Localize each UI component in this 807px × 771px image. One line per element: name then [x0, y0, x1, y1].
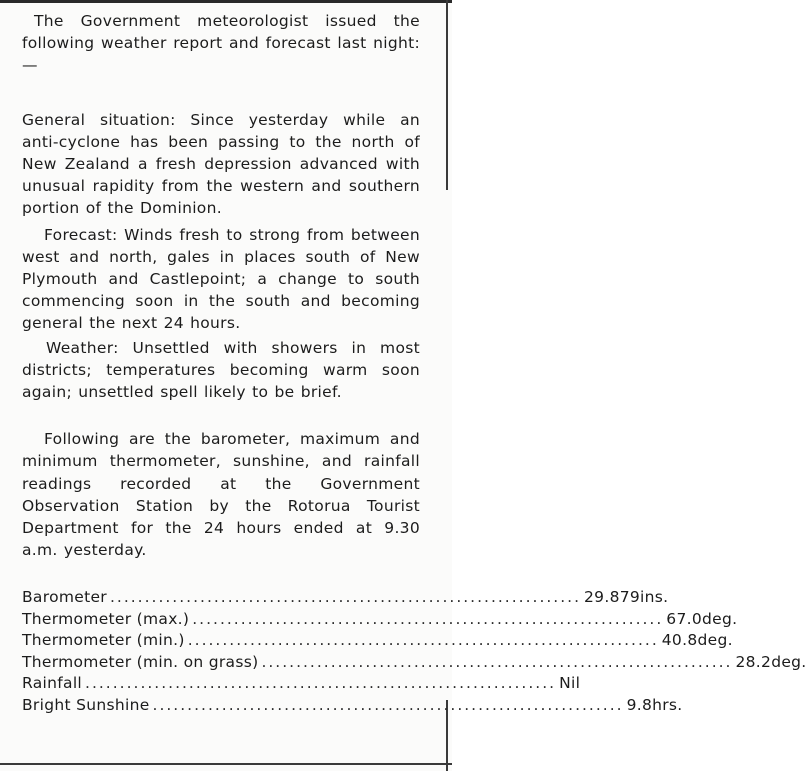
leader-dots: ....................................................................	[85, 674, 557, 693]
reading-value: 28.2deg.	[735, 652, 807, 671]
reading-row	[22, 630, 733, 652]
column-rule-upper	[446, 0, 448, 190]
reading-value: Nil	[559, 674, 581, 693]
reading-label: Thermometer (min.)	[22, 631, 185, 650]
reading-row	[22, 609, 738, 631]
leader-dots: ....................................................................	[187, 631, 659, 650]
reading-value: 9.8hrs.	[626, 695, 683, 714]
reading-label: Barometer	[22, 588, 107, 607]
readings-intro-paragraph: Following are the barometer, maximum and minimum thermometer, sunshine, and rainfall readings recorded at the Government Observation Station by the Rotorua Tourist Department for the 24 hours ended at 9.30 a.m. yesterday.	[22, 430, 420, 560]
reading-label: Rainfall	[22, 674, 83, 693]
reading-value: 29.879ins.	[584, 588, 669, 607]
reading-row	[22, 673, 581, 695]
top-rule	[0, 0, 452, 3]
weather-paragraph: Weather: Unsettled with showers in most districts; temperatures becoming warm soon again; unsettled spell likely to be brief.	[22, 338, 420, 402]
leader-dots: ....................................................................	[109, 588, 582, 607]
bottom-rule	[0, 763, 452, 765]
article-column	[22, 10, 807, 716]
reading-row	[22, 652, 807, 674]
reading-label: Bright Sunshine	[22, 695, 150, 714]
reading-label: Thermometer (max.)	[22, 609, 190, 628]
intro-paragraph: The Government meteorologist issued the following weather report and forecast last night:—	[22, 12, 420, 75]
reading-row	[22, 587, 669, 609]
leader-dots: ....................................................................	[261, 652, 733, 671]
leader-dots: ....................................................................	[192, 609, 664, 628]
leader-dots: ....................................................................	[152, 695, 624, 714]
reading-value: 40.8deg.	[661, 631, 733, 650]
readings-table	[22, 587, 807, 716]
general-situation-paragraph: General situation: Since yesterday while an anti-cyclone has been passing to the north of New Zealand a fresh depression advanced with unusual rapidity from the western and southern portion of the Dominion.	[22, 110, 420, 218]
forecast-paragraph: Forecast: Winds fresh to strong from between west and north, gales in places south of New Plymouth and Castlepoint; a change to south commencing soon in the south and becoming general the next 24 hours.	[22, 225, 420, 333]
reading-row	[22, 695, 683, 717]
reading-label: Thermometer (min. on grass)	[22, 652, 259, 671]
reading-value: 67.0deg.	[666, 609, 738, 628]
